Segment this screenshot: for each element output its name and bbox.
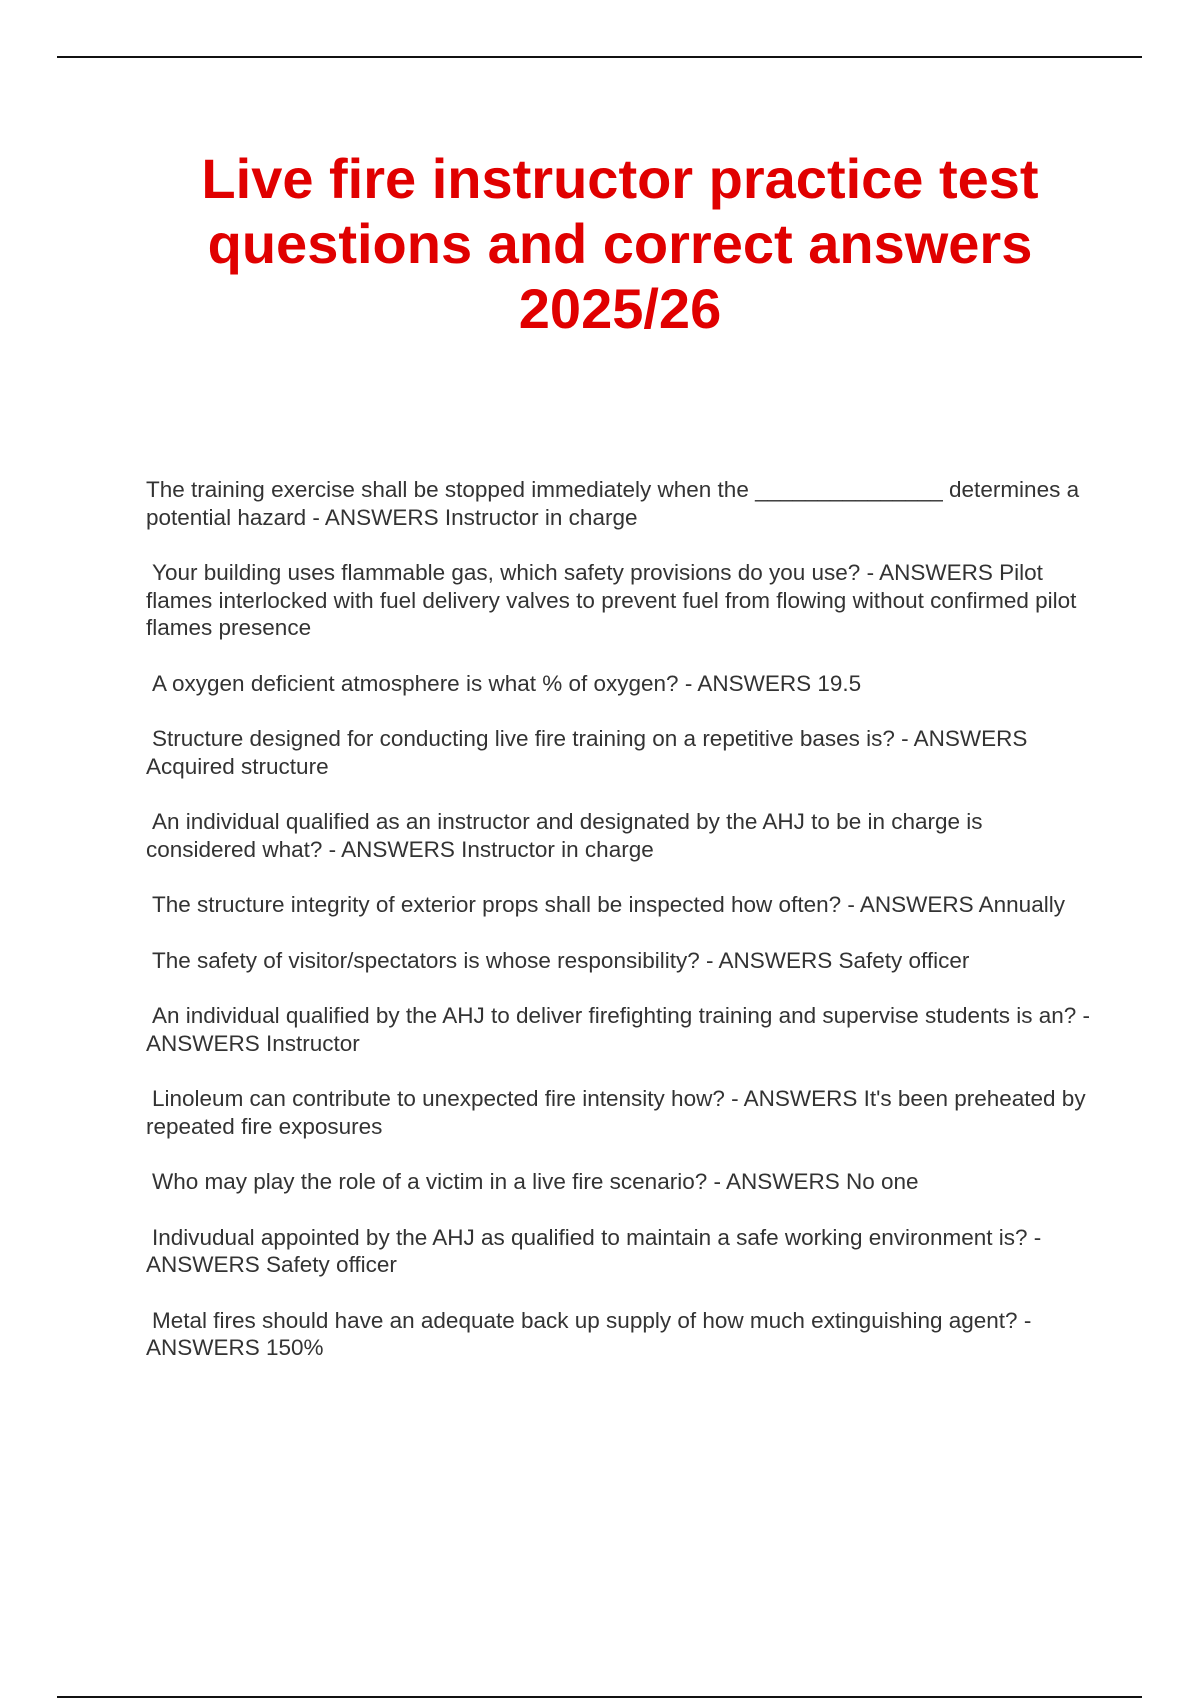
- qa-item-4: Structure designed for conducting live fire training on a repetitive bases is? - ANSWERS Acquired structure: [146, 726, 1028, 779]
- top-rule: [57, 56, 1142, 58]
- qa-item-8: An individual qualified by the AHJ to deliver firefighting training and supervise students is an? - ANSWERS Instructor: [146, 1003, 1091, 1056]
- title-line-3: 2025/26: [518, 277, 722, 340]
- qa-item-10: Who may play the role of a victim in a live fire scenario? - ANSWERS No one: [152, 1169, 919, 1194]
- qa-item-5: An individual qualified as an instructor and designated by the AHJ to be in charge is considered what? - ANSWERS Instructor in charge: [146, 809, 983, 862]
- document-title: [140, 146, 1100, 341]
- qa-item-1: The training exercise shall be stopped immediately when the _______________ determines a potential hazard - ANSWERS Instructor in charge: [146, 477, 1080, 530]
- title-line-1: Live fire instructor practice test: [201, 147, 1039, 210]
- qa-item-9: Linoleum can contribute to unexpected fire intensity how? - ANSWERS It's been preheated by repeated fire exposures: [146, 1086, 1086, 1139]
- qa-item-3: A oxygen deficient atmosphere is what % of oxygen? - ANSWERS 19.5: [152, 670, 862, 696]
- qa-item-11: Indivudual appointed by the AHJ as qualified to maintain a safe working environment is? - ANSWERS Safety officer: [146, 1224, 1042, 1277]
- bottom-rule: [57, 1696, 1142, 1698]
- qa-item-7: The safety of visitor/spectators is whose responsibility? - ANSWERS Safety officer: [152, 947, 970, 973]
- qa-item-12: Metal fires should have an adequate back up supply of how much extinguishing agent? - ANSWERS 150%: [146, 1307, 1032, 1360]
- title-line-2: questions and correct answers: [207, 212, 1033, 275]
- qa-item-2: Your building uses flammable gas, which safety provisions do you use? - ANSWERS Pilot flames interlocked with fuel delivery valves to prevent fuel from flowing without confirmed pilot flames presence: [146, 560, 1077, 640]
- question-answer-list: [146, 476, 1096, 1390]
- qa-item-6: The structure integrity of exterior props shall be inspected how often? - ANSWERS Annually: [152, 892, 1065, 917]
